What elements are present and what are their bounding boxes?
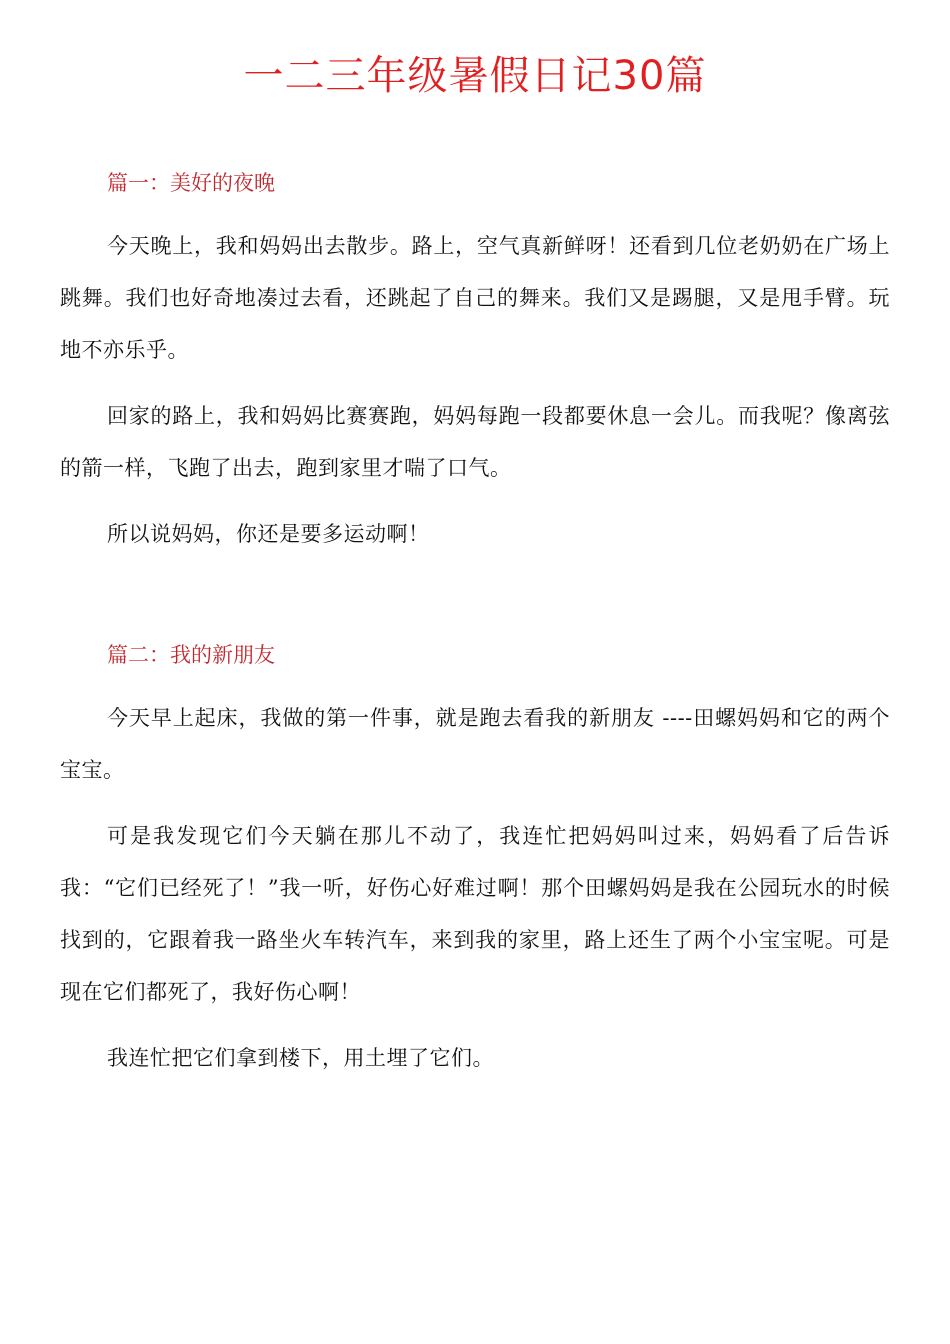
paragraph: 我连忙把它们拿到楼下，用土埋了它们。 bbox=[107, 1046, 494, 1070]
diary-entry-1 bbox=[60, 168, 890, 574]
paragraph: 回家的路上，我和妈妈比赛赛跑，妈妈每跑一段都要休息一会儿。而我呢？像离弦的箭一样，飞跑了出去，跑到家里才喘了口气。 bbox=[60, 404, 890, 480]
paragraph: 可是我发现它们今天躺在那儿不动了，我连忙把妈妈叫过来，妈妈看了后告诉我：“它们已经死了！”我一听，好伤心好难过啊！那个田螺妈妈是我在公园玩水的时候找到的，它跟着我一路坐火车转汽车，来到我的家里，路上还生了两个小宝宝呢。可是现在它们都死了，我好伤心啊！ bbox=[60, 824, 890, 1004]
diary-entry-2 bbox=[60, 640, 890, 1098]
document-title: 一二三年级暑假日记30篇 bbox=[243, 53, 707, 99]
paragraph: 所以说妈妈，你还是要多运动啊！ bbox=[107, 522, 430, 546]
paragraph: 今天晚上，我和妈妈出去散步。路上，空气真新鲜呀！还看到几位老奶奶在广场上跳舞。我们也好奇地凑过去看，还跳起了自己的舞来。我们又是踢腿，又是甩手臂。玩地不亦乐乎。 bbox=[60, 234, 890, 362]
section-heading: 篇二：我的新朋友 bbox=[107, 643, 275, 667]
section-heading: 篇一：美好的夜晚 bbox=[107, 171, 275, 195]
paragraph: 今天早上起床，我做的第一件事，就是跑去看我的新朋友 ----田螺妈妈和它的两个宝宝。 bbox=[60, 706, 890, 782]
